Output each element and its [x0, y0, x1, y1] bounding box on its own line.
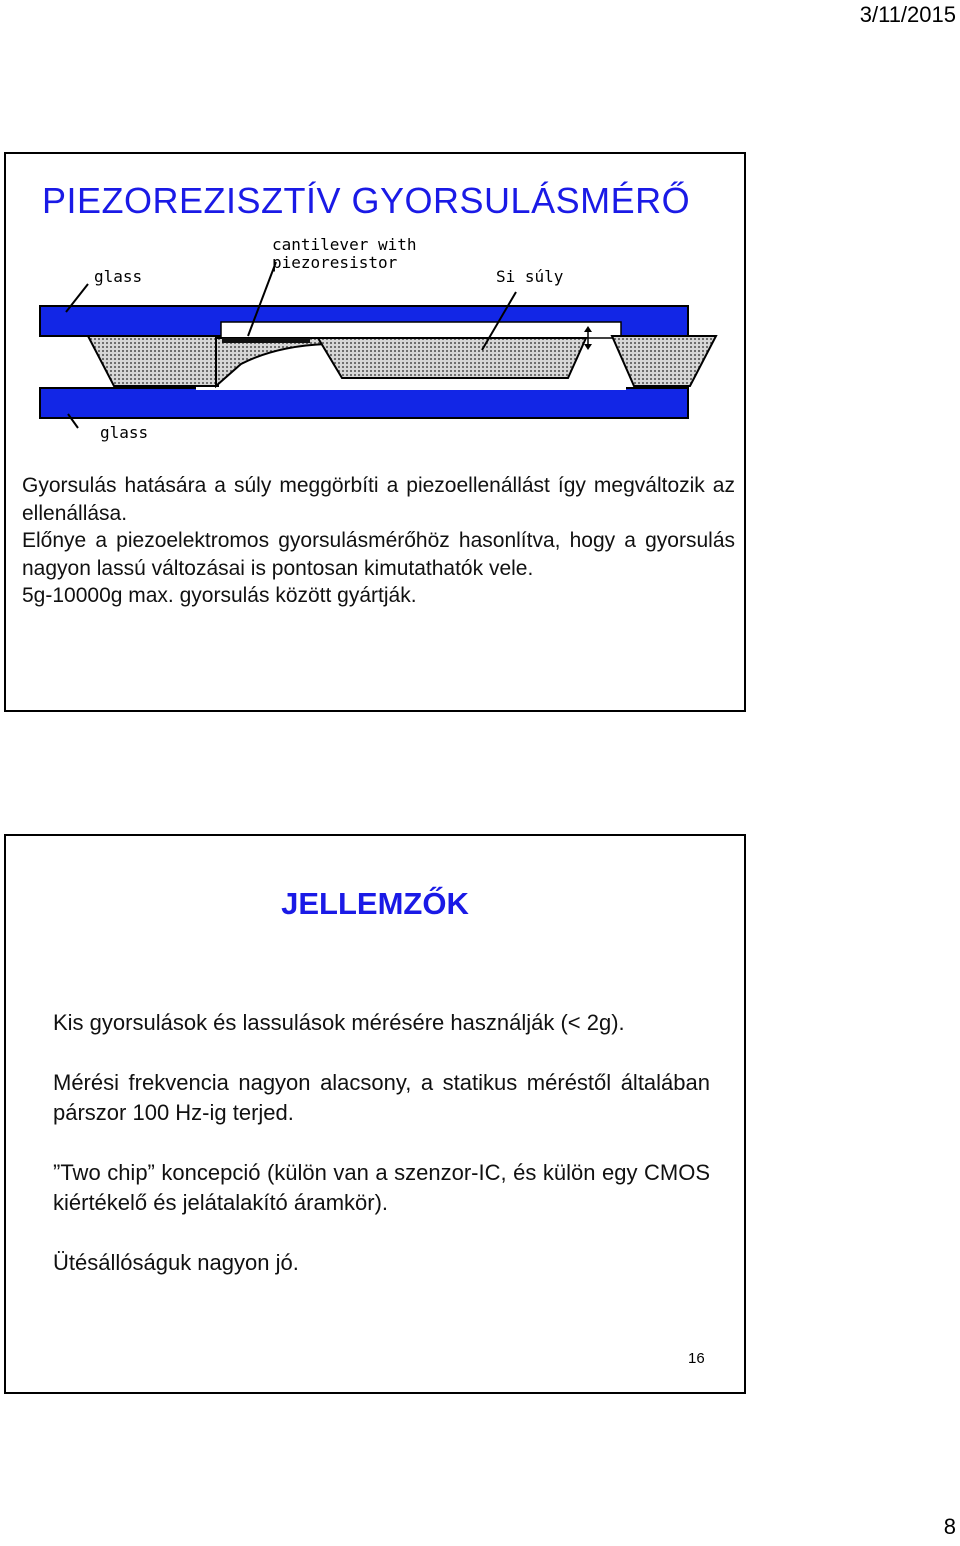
paragraph: Ütésállóságuk nagyon jó.	[53, 1250, 299, 1275]
label-glass-bottom: glass	[100, 423, 149, 442]
slide-body	[22, 472, 735, 610]
paragraph: Gyorsulás hatására a súly meggörbíti a piezoellenállást így megváltozik az ellenállása.	[22, 474, 735, 525]
accelerometer-diagram	[26, 238, 726, 448]
paragraph: ”Two chip” koncepció (külön van a szenzor-IC, és külön egy CMOS kiértékelő és jelátalakító áramkör).	[53, 1160, 710, 1215]
slide-characteristics	[4, 834, 746, 1394]
si-frame-right	[612, 336, 716, 386]
slide-title: JELLEMZŐK	[281, 886, 469, 921]
slide-number: 16	[688, 1350, 705, 1367]
label-si-mass: Si súly	[496, 267, 564, 286]
label-cantilever-1: cantilever with	[272, 238, 417, 254]
slide-piezoresistive	[4, 152, 746, 712]
glass-bottom-plate	[40, 388, 688, 418]
page-number: 8	[943, 1514, 956, 1539]
paragraph: 5g-10000g max. gyorsulás között gyártják.	[22, 584, 417, 607]
paragraph: Kis gyorsulások és lassulások mérésére használják (< 2g).	[53, 1010, 625, 1035]
slide-body	[53, 1008, 710, 1308]
label-glass-top: glass	[94, 267, 143, 286]
label-cantilever-2: piezoresistor	[272, 253, 398, 272]
print-date: 3/11/2015	[859, 2, 956, 27]
si-mass	[318, 338, 586, 378]
piezoresistor	[222, 338, 310, 343]
paragraph: Előnye a piezoelektromos gyorsulásmérőhöz hasonlítva, hogy a gyorsulás nagyon lassú változásai is pontosan kimutathatók vele.	[22, 529, 735, 580]
si-frame-left	[88, 336, 218, 386]
paragraph: Mérési frekvencia nagyon alacsony, a statikus méréstől általában párszor 100 Hz-ig terjed.	[53, 1070, 710, 1125]
slide-title: PIEZOREZISZTÍV GYORSULÁSMÉRŐ	[42, 180, 691, 221]
